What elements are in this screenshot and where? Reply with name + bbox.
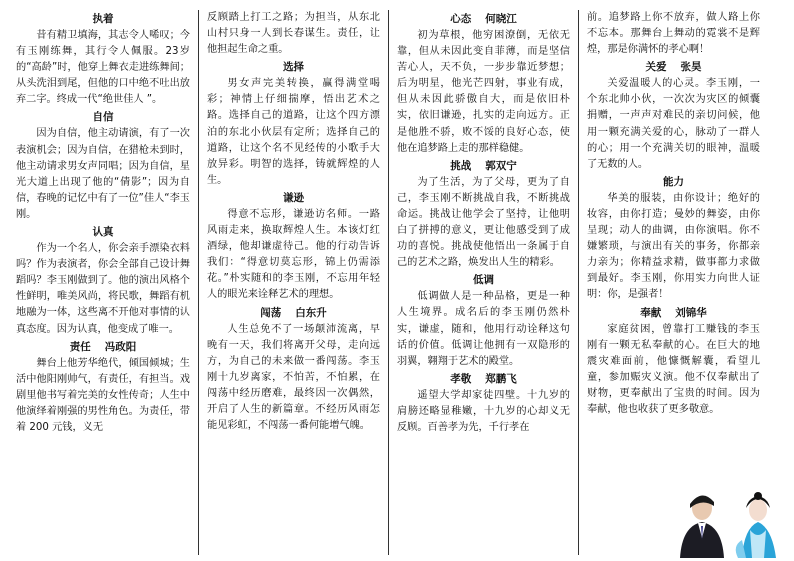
paragraph: 遥望大学却家徒四壁。十九岁的肩膀还略显稚嫩，十九岁的心却义无反顾。百善孝为先，千行孝在 <box>397 389 570 433</box>
section-title: 关爱 <box>645 61 667 74</box>
paragraph: 作为一个名人，你会亲手漂染衣料吗？作为表演者，你会全部自己设计舞蹈吗？李玉刚做到了。他的演出风格个性鲜明，唯美风尚，将民歌，舞蹈有机地融为一体，这些离不开他对事情的认真态度。因为认真，他变成了唯一。 <box>16 243 190 335</box>
author-name: 何晓江 <box>485 13 517 25</box>
section-heading <box>397 271 570 289</box>
section-title: 低调 <box>473 274 494 287</box>
section-title: 能力 <box>663 175 684 188</box>
section-heading <box>397 370 570 388</box>
section-heading <box>16 338 190 356</box>
paragraph: 反顾踏上打工之路；为担当，从东北山村只身一人到长春谋生。责任，让他担起生命之重。 <box>207 12 380 56</box>
section-title: 心态 <box>450 13 472 25</box>
paragraph: 人生总免不了一场颠沛流离，早晚有一天，我们将离开父母，走向远方，为自己的未来做一番闯荡。李玉刚十九岁离家，不怕苦，不怕累，在闯荡中经历磨难，最终因一次偶然，开启了人生的新篇章。不经历风雨怎能见彩虹，不闯荡一番何能增气魄。 <box>207 323 380 432</box>
section-heading <box>587 58 760 76</box>
section-title: 执着 <box>92 13 114 25</box>
author-name: 张昊 <box>680 61 702 74</box>
column-2 <box>198 10 388 555</box>
author-name: 冯政阳 <box>104 340 137 353</box>
paragraph: 昔有精卫填海，其志令人唏叹；今有玉刚练舞，其行令人佩服。23岁的“高龄”时，他穿上舞衣走进练舞间；从头洗泪到尾，但他的口中绝不吐出放弃二字。终成一代“绝世佳人 ”。 <box>16 30 190 106</box>
paragraph: 华美的服装，由你设计；绝好的妆容，由你打造；曼妙的舞姿，由你呈现；动人的曲调，由你演唱。你不嫌繁琐，与演出有关的事务，你都亲力亲为；你精益求精，做事都力求做到最好。李玉刚，你用实力向世人证明：你，是强者！ <box>587 192 760 301</box>
section-title: 孝敬 <box>450 372 472 385</box>
section-heading <box>207 304 380 322</box>
section-heading <box>397 157 570 175</box>
paragraph: 为了生活，为了父母，更为了自己，李玉刚不断挑战自我，不断挑战命运。挑战让他学会了坚持，让他明白了拼搏的意义，更让他感受到了成功的喜悦。挑战使他悟出一条属于自己的艺术之路，焕发出人生的精彩。 <box>397 176 570 269</box>
section-heading <box>207 58 380 76</box>
section-heading <box>587 173 760 191</box>
section-heading <box>16 10 190 28</box>
paragraph: 因为自信，他主动请演，有了一次表演机会；因为自信，在猎枪未到时，他主动请求男女声同唱；因为自信，星光大道上出现了他的“倩影”；因为自信，春晚的记忆中有了一位”佳人“李玉刚。 <box>16 128 190 220</box>
section-title: 认真 <box>92 226 114 239</box>
portrait-image <box>672 490 790 558</box>
section-heading <box>587 304 760 322</box>
section-heading <box>16 108 190 126</box>
section-heading <box>397 10 570 28</box>
author-name: 郭双宁 <box>485 159 517 172</box>
paragraph: 得意不忘形，谦逊访名师。一路风雨走来，换取辉煌人生。本该灯红酒绿，他却谦虚待己。他的行动告诉我们：“得意切莫忘形，锦上仍需添花。”朴实随和的李玉刚，不忘用年轻人的眼光来诠释艺术的理想。 <box>207 208 380 301</box>
section-title: 奉献 <box>640 306 662 319</box>
section-heading <box>207 189 380 207</box>
section-title: 自信 <box>92 111 114 124</box>
paragraph: 家庭贫困，曾靠打工赚钱的李玉刚有一颗无私奉献的心。在巨大的地震灾难面前，他慷慨解囊，看望儿童，参加赈灾义演。他不仅奉献出了财物，更奉献出了宝贵的时间。因为奉献，他也收获了更多敬意。 <box>587 323 760 415</box>
paragraph: 舞台上他芳华绝代，倾国倾城；生活中他阳刚帅气，有责任，有担当。戏剧里他书写着完美的女性传奇；人生中他演绎着刚强的男性角色。为责任，带着 200 元钱，义无 <box>16 357 190 433</box>
paragraph: 低调做人是一种品格，更是一种人生境界。成名后的李玉刚仍然朴实，谦虚，随和，他用行动诠释这句话的价值。低调让他拥有一双隐形的羽翼，翱翔于艺术的殿堂。 <box>397 291 570 367</box>
author-name: 郑鹏飞 <box>485 372 517 385</box>
paragraph: 男女声完美转换，赢得满堂喝彩；神情上仔细揣摩，悟出艺术之路。选择自己的道路，让这个四方漂泊的东北小伙层有定所；选择自己的道路，让这个名不见经传的小歌手大放异彩。明智的选择，铸就辉煌的人生。 <box>207 78 380 186</box>
paragraph: 前。追梦路上你不放弃，做人路上你不忘本。那舞台上舞动的霓裳不是辉煌，那是你满怀的孝心啊！ <box>587 12 760 56</box>
column-1 <box>8 10 198 555</box>
section-title: 责任 <box>69 340 91 353</box>
author-name: 白东升 <box>295 306 327 319</box>
paragraph: 初为草根，他穷困潦倒，无依无靠，但从未因此变自菲薄，而是坚信苦心人，天不负，一步步靠近梦想；后为明星，他光芒四射，事业有成，但从未因此骄傲自大，而是依旧朴实，依旧谦逊，扎实的走向远方。正是他胜不骄，败不馁的良好心态，使他在追梦路上走的那样稳健。 <box>397 30 570 154</box>
paragraph: 关爱温暖人的心灵。李玉刚，一个东北帅小伙，一次次为灾区的倾囊捐赠，一声声对难民的亲切问候，他用一颗充满关爱的心，脉动了一群人的心；用一个充满关切的眼神，温暖了无数的人。 <box>587 78 760 170</box>
section-title: 选择 <box>283 61 304 74</box>
column-3 <box>388 10 578 555</box>
section-heading <box>16 223 190 241</box>
section-title: 闯荡 <box>260 306 282 319</box>
author-name: 刘锦华 <box>675 306 707 319</box>
section-title: 挑战 <box>450 159 472 172</box>
section-title: 谦逊 <box>283 191 304 204</box>
column-4 <box>578 10 768 555</box>
